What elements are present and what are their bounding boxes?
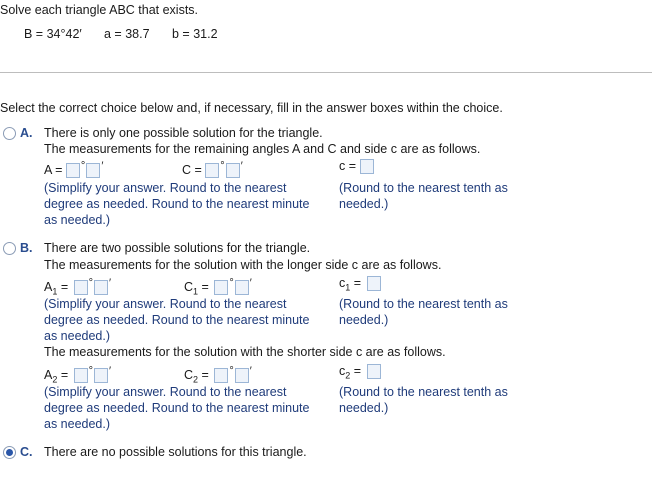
degree-symbol: ° [229,365,234,377]
choice-b-radio[interactable] [3,242,16,255]
given-side-b: b = 31.2 [172,27,218,41]
subscript-2: 2 [345,370,351,381]
angle-C1-degrees-input[interactable] [214,280,228,295]
choice-b-angle-hint-2b: degree as needed. Round to the nearest minute [44,401,310,415]
equals-sign: = [60,280,69,294]
choice-b-angle-C1-row [184,276,253,300]
angle-A2-label: A [44,368,53,382]
subscript-1: 1 [193,286,199,297]
choice-a-description: The measurements for the remaining angles A and C and side c are as follows. [44,142,481,156]
choice-b-angle-A2-row [44,364,112,388]
side-c2-label: c [339,364,346,378]
choice-b-angle-hint-1b: (Simplify your answer. Round to the nearest [44,385,287,399]
minute-symbol: ′ [249,365,252,377]
subscript-1: 1 [52,286,58,297]
side-c1-label: c [339,276,346,290]
equals-sign: = [353,276,362,290]
subscript-2: 2 [193,374,199,385]
choice-a-radio[interactable] [3,127,16,140]
choice-a-angle-A-row [44,159,104,178]
choice-a-angle-hint-3: as needed.) [44,213,111,227]
angle-A1-label: A [44,280,53,294]
angle-C2-degrees-input[interactable] [214,368,228,383]
angle-A-label: A = [44,163,63,177]
divider [0,72,652,73]
choice-b-angle-A1-row [44,276,112,300]
degree-symbol: ° [229,277,234,289]
choice-b-angle-hint-3a: as needed.) [44,329,111,343]
choice-b-angle-C2-row [184,364,253,388]
choice-c-label: C. [20,445,33,459]
angle-C-label: C = [182,163,202,177]
choice-b-side-hint-2b: needed.) [339,401,389,415]
angle-A2-degrees-input[interactable] [74,368,88,383]
angle-A1-minutes-input[interactable] [94,280,108,295]
choice-b-desc-shorter: The measurements for the solution with the shorter side c are as follows. [44,345,446,359]
degree-symbol: ° [220,160,225,172]
choice-a-side-hint-1: (Round to the nearest tenth as [339,181,508,195]
angle-C-degrees-input[interactable] [205,163,219,178]
degree-symbol: ° [88,365,94,377]
choice-a-angle-hint-2: degree as needed. Round to the nearest minute [44,197,310,211]
choice-b-angle-hint-2a: degree as needed. Round to the nearest minute [44,313,310,327]
angle-C1-minutes-input[interactable] [235,280,249,295]
subscript-2: 2 [52,374,58,385]
instruction-text: Solve each triangle ABC that exists. [0,3,199,17]
choice-b-statement: There are two possible solutions for the triangle. [44,241,311,255]
angle-C1-label: C [184,280,194,294]
angle-C2-label: C [184,368,194,382]
angle-A2-minutes-input[interactable] [94,368,108,383]
angle-A-degrees-input[interactable] [66,163,80,178]
equals-sign: = [201,368,209,382]
choice-a-angle-hint-1: (Simplify your answer. Round to the nearest [44,181,287,195]
choice-a-angle-C-row [182,159,244,178]
minute-symbol: ′ [249,277,252,289]
choice-b-side-c1-row [339,276,381,296]
choice-b-angle-hint-3b: as needed.) [44,417,111,431]
choice-c-radio[interactable] [3,446,16,459]
minute-symbol: ′ [101,160,104,172]
choice-b-side-hint-1b: (Round to the nearest tenth as [339,385,508,399]
side-c1-input[interactable] [367,276,381,291]
choice-a-label: A. [20,126,33,140]
angle-C2-minutes-input[interactable] [235,368,249,383]
choice-b-desc-longer: The measurements for the solution with the longer side c are as follows. [44,258,442,272]
prompt-text: Select the correct choice below and, if necessary, fill in the answer boxes within the choice. [0,101,503,115]
choice-c-statement: There are no possible solutions for this triangle. [44,445,307,459]
given-angle-B: B = 34°42′ [24,27,82,41]
given-side-a: a = 38.7 [104,27,150,41]
choice-b-side-hint-2a: needed.) [339,313,389,327]
minute-symbol: ′ [109,365,112,377]
side-c-label: c = [339,159,357,173]
equals-sign: = [201,280,209,294]
choice-a-side-c-row [339,159,374,174]
choice-b-side-hint-1a: (Round to the nearest tenth as [339,297,508,311]
choice-b-angle-hint-1a: (Simplify your answer. Round to the nearest [44,297,287,311]
degree-symbol: ° [80,160,86,172]
angle-A-minutes-input[interactable] [86,163,100,178]
choice-a-statement: There is only one possible solution for the triangle. [44,126,323,140]
degree-symbol: ° [88,277,94,289]
minute-symbol: ′ [240,160,243,172]
choice-a-side-hint-2: needed.) [339,197,389,211]
side-c-input[interactable] [360,159,374,174]
minute-symbol: ′ [109,277,112,289]
angle-C-minutes-input[interactable] [226,163,240,178]
angle-A1-degrees-input[interactable] [74,280,88,295]
subscript-1: 1 [345,282,351,293]
equals-sign: = [353,364,362,378]
choice-b-side-c2-row [339,364,381,384]
choice-b-label: B. [20,241,33,255]
equals-sign: = [60,368,69,382]
side-c2-input[interactable] [367,364,381,379]
